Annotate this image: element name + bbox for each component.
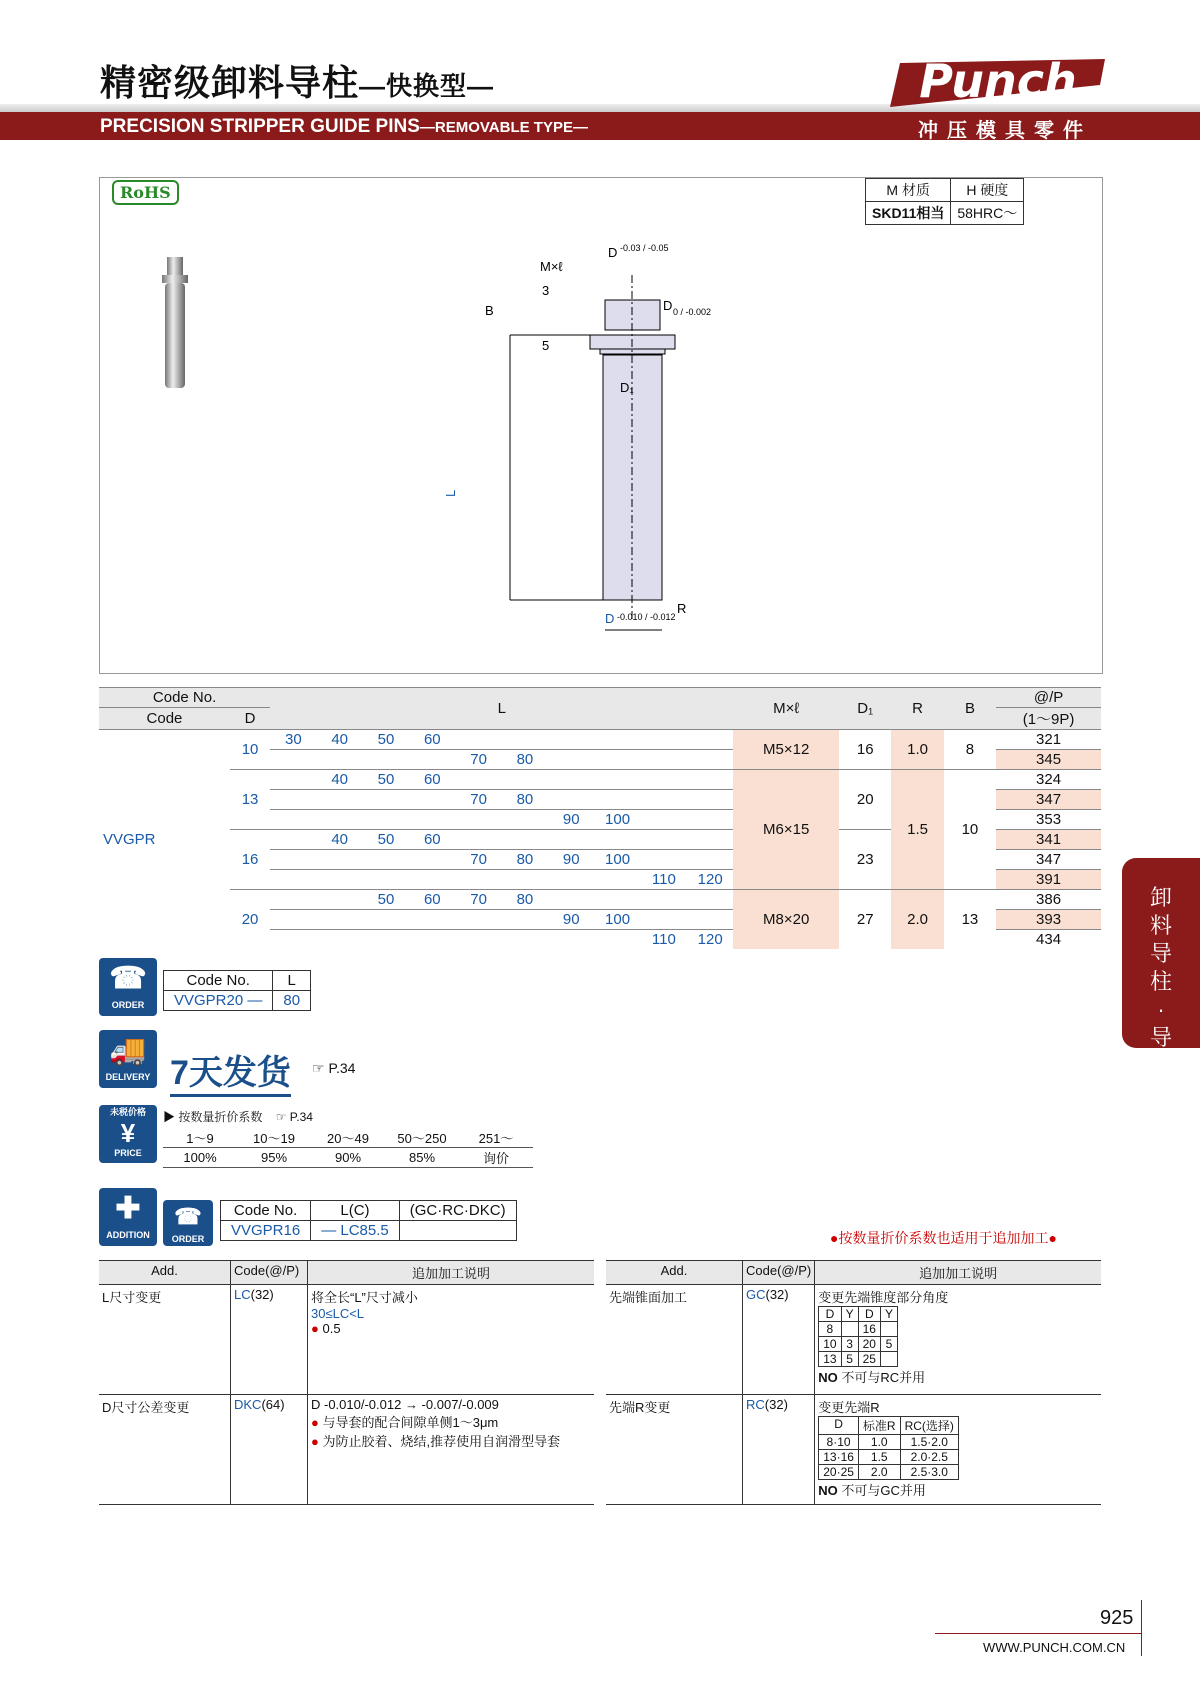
l-cell [641,890,687,910]
l-cell [687,770,733,790]
header-price-qty: (1～9P) [996,708,1101,730]
l-cell [548,730,594,750]
l-cell: 60 [409,770,455,790]
l-cell [317,790,363,810]
order-example: Code No. L VVGPR20 — 80 [163,970,311,1011]
sub-cell: 25 [858,1352,880,1367]
l-cell [641,850,687,870]
header-l: L [270,688,733,730]
price-cell: 347 [996,790,1101,810]
qty-cell: 251～ [459,1128,533,1148]
l-cell: 60 [409,890,455,910]
spec-table [99,687,1101,949]
sub-cell: Y [841,1307,858,1322]
d-cell: 13 [230,770,270,830]
price-label: ▶ 按数量折价系数 ☞ P.34 [163,1110,313,1124]
l-cell: 70 [455,890,501,910]
l-cell [687,890,733,910]
price-table [163,1128,533,1168]
l-cell [317,890,363,910]
l-cell: 80 [502,750,548,770]
sub-cell: 13·16 [819,1450,859,1465]
rate-cell: 90% [311,1148,385,1168]
l-cell [687,910,733,930]
hardness-value: 58HRC～ [951,202,1024,225]
l-cell [270,930,316,950]
d1-label: D₁ [620,380,634,395]
l-cell [687,850,733,870]
l-cell: 80 [502,790,548,810]
price-cell: 434 [996,930,1101,950]
l-cell [363,850,409,870]
addition-table-right: Add. Code(@/P) 追加加工说明 先端锥面加工 GC(32) 变更先端锥度部分角度 D Y D Y 8 16 10 3 20 5 13 5 25 NO 不可与RC并用 先端R变更 RC(32) 变更先端R D 标准R RC(选择) 8·10 1.0 1.5·2.0 13·16 1.5 2.0·2.5 20·25 2.0 2.5·3.0 NO 不可与GC并用 [606,1260,1101,1505]
l-cell: 90 [548,850,594,870]
l-cell [270,790,316,810]
delivery-ref: ☞ P.34 [312,1060,356,1076]
b-cell: 13 [944,890,996,950]
qty-cell: 50～250 [385,1128,459,1148]
sub-cell [880,1352,897,1367]
price-cell: 341 [996,830,1101,850]
sub-cell: D [819,1307,841,1322]
l-cell: 120 [687,930,733,950]
price-cell: 353 [996,810,1101,830]
l-cell [594,830,640,850]
l-cell [502,830,548,850]
l-cell: 100 [594,810,640,830]
l-cell: 50 [363,770,409,790]
l-cell [409,750,455,770]
d1-cell: 27 [839,890,891,950]
d1-cell: 16 [839,730,891,770]
l-cell: 50 [363,830,409,850]
l-cell [363,810,409,830]
sub-cell: 13 [819,1352,841,1367]
sub-cell: 2.5·3.0 [900,1465,958,1480]
l-cell [641,790,687,810]
l-cell [641,770,687,790]
l-cell: 110 [641,870,687,890]
l-cell [548,750,594,770]
d-cell: 10 [230,730,270,770]
l-cell [641,830,687,850]
header-price: @/P [996,688,1101,708]
footer-url: WWW.PUNCH.COM.CN [983,1640,1126,1655]
sub-cell: 8 [819,1322,841,1337]
logo-subtitle: 冲压模具零件 [918,120,1092,142]
sub-cell: 3 [841,1337,858,1352]
r-cell: 1.0 [891,730,943,770]
l-cell [548,890,594,910]
l-cell [363,870,409,890]
l-cell [687,810,733,830]
header-b: B [944,688,996,730]
footer-vrule [1141,1600,1142,1656]
l-cell [270,750,316,770]
addition-table-left: Add. Code(@/P) 追加加工说明 L尺寸变更 LC(32) 将全长“L”尺寸减小 30≤LC<L ● 0.5 D尺寸公差变更 DKC(64) D -0.010/-0.012 → -0.007/-0.009 ● 与导套的配合间隙单侧1～3μm ● 为防止胶着、烧结,推荐使用自润滑型导套 [99,1260,594,1505]
price-cell: 386 [996,890,1101,910]
material-value: SKD11相当 [866,202,951,225]
qty-cell: 1～9 [163,1128,237,1148]
dim-3: 3 [542,283,550,298]
l-cell [502,730,548,750]
d1-cell: 23 [839,830,891,890]
sub-cell: RC(选择) [900,1417,958,1435]
l-cell [687,790,733,810]
material-header: M 材质 [866,179,951,202]
sub-cell: Y [880,1307,897,1322]
l-cell [687,730,733,750]
l-cell [455,870,501,890]
l-cell [317,750,363,770]
delivery-icon: 🚚 DELIVERY [99,1030,157,1088]
l-cell [270,770,316,790]
l-cell [270,910,316,930]
l-cell [317,850,363,870]
sub-cell [880,1322,897,1337]
hardness-header: H 硬度 [951,179,1024,202]
d-mid-label: D [663,298,673,313]
header-r: R [891,688,943,730]
l-cell [687,830,733,850]
header-d1: D₁ [839,688,891,730]
l-cell [641,730,687,750]
mxl-label: M×ℓ [540,259,563,274]
header-d: D [230,708,270,730]
l-cell [363,910,409,930]
l-cell [455,810,501,830]
rc-table [818,1416,959,1480]
l-cell [687,750,733,770]
l-cell [594,750,640,770]
l-cell [409,870,455,890]
sub-cell: 20·25 [819,1465,859,1480]
page-title-en: PRECISION STRIPPER GUIDE PINS—REMOVABLE TYPE— [100,116,588,137]
sub-cell: 1.0 [858,1435,900,1450]
dim-5: 5 [542,338,550,353]
qty-cell: 20～49 [311,1128,385,1148]
l-cell: 70 [455,850,501,870]
rate-cell: 100% [163,1148,237,1168]
l-cell: 60 [409,730,455,750]
l-cell [594,870,640,890]
l-cell [270,810,316,830]
sub-cell [841,1322,858,1337]
l-cell [409,930,455,950]
l-cell: 40 [317,830,363,850]
l-cell [455,910,501,930]
l-cell: 100 [594,910,640,930]
l-cell [409,850,455,870]
header-mxl: M×ℓ [733,688,839,730]
price-cell: 393 [996,910,1101,930]
d-bottom-label: D [605,611,615,626]
sub-cell: 2.0 [858,1465,900,1480]
rc-name: 先端R变更 [609,1400,671,1415]
l-cell: 50 [363,730,409,750]
l-cell [502,870,548,890]
dim-l-label: L [443,489,458,497]
footer-rule [935,1633,1141,1634]
l-cell [363,930,409,950]
l-cell [548,870,594,890]
l-cell [317,930,363,950]
l-cell [548,790,594,810]
rohs-badge: RoHS [112,180,179,205]
sub-cell: 8·10 [819,1435,859,1450]
l-cell [594,930,640,950]
addition-order-icon: ☎ ORDER [163,1200,213,1246]
d-bottom-tol: -0.010 / -0.012 [617,612,676,622]
l-cell [502,930,548,950]
technical-drawing [443,235,740,635]
rate-cell: 95% [237,1148,311,1168]
l-cell: 110 [641,930,687,950]
d-mid-tol: 0 / -0.002 [673,307,712,317]
page-number: 925 [1100,1607,1134,1629]
r-cell: 1.5 [891,770,943,890]
mxl-cell: M5×12 [733,730,839,770]
d-cell: 16 [230,830,270,890]
l-cell [363,750,409,770]
punch-logo [880,55,1110,115]
d-top-tol: -0.03 / -0.05 [620,243,669,253]
l-cell: 50 [363,890,409,910]
l-cell: 80 [502,850,548,870]
dim-b-label: B [485,303,494,318]
l-cell: 90 [548,910,594,930]
sub-cell: 1.5·2.0 [900,1435,958,1450]
l-cell: 30 [270,730,316,750]
sub-cell: 20 [858,1337,880,1352]
l-cell [270,870,316,890]
l-cell [270,890,316,910]
price-cell: 324 [996,770,1101,790]
page-title: 精密级卸料导柱—快换型— [100,62,495,103]
l-cell [317,910,363,930]
qty-cell: 10～19 [237,1128,311,1148]
l-cell: 90 [548,810,594,830]
sub-cell: 5 [880,1337,897,1352]
l-cell [594,890,640,910]
l-cell [455,730,501,750]
l-cell [548,830,594,850]
gc-name: 先端锥面加工 [609,1290,688,1305]
l-cell: 60 [409,830,455,850]
l-cell [270,850,316,870]
l-cell: 80 [502,890,548,910]
l-cell [270,830,316,850]
l-cell [594,770,640,790]
l-cell [409,790,455,810]
addition-example: Code No. L(C) (GC·RC·DKC) VVGPR16 — LC85.5 [220,1200,517,1241]
delivery-text: 7天发货 [170,1045,291,1097]
header-code: Code [99,708,230,730]
l-cell: 40 [317,770,363,790]
l-cell [455,930,501,950]
d1-cell: 20 [839,770,891,830]
price-cell: 347 [996,850,1101,870]
dkc-name: D尺寸公差变更 [102,1400,190,1415]
b-cell: 8 [944,730,996,770]
sub-cell: 1.5 [858,1450,900,1465]
l-cell [455,830,501,850]
r-cell: 2.0 [891,890,943,950]
l-cell [502,810,548,830]
order-icon: ☎ ORDER [99,958,157,1016]
l-cell [409,810,455,830]
svg-text:Punch: Punch [919,54,1077,108]
header-codeno: Code No. [99,688,270,708]
l-cell [409,910,455,930]
addition-icon: ✚ ADDITION [99,1188,157,1246]
l-cell [548,930,594,950]
l-cell [641,810,687,830]
l-cell [641,750,687,770]
l-cell [594,730,640,750]
rate-cell: 询价 [459,1148,533,1168]
mxl-cell: M8×20 [733,890,839,950]
sub-cell: D [819,1417,859,1435]
b-cell: 10 [944,770,996,890]
lc-name: L尺寸变更 [102,1290,162,1305]
l-cell [502,910,548,930]
l-cell [317,870,363,890]
l-cell: 70 [455,790,501,810]
l-cell: 70 [455,750,501,770]
l-cell [641,910,687,930]
sub-cell: 2.0·2.5 [900,1450,958,1465]
price-cell: 345 [996,750,1101,770]
code-cell: VVGPR [99,730,230,950]
sub-cell: 10 [819,1337,841,1352]
price-cell: 321 [996,730,1101,750]
l-cell: 100 [594,850,640,870]
sub-cell: D [858,1307,880,1322]
l-cell [363,790,409,810]
l-cell: 40 [317,730,363,750]
price-cell: 391 [996,870,1101,890]
sub-cell: 5 [841,1352,858,1367]
mxl-cell: M6×15 [733,770,839,890]
sub-cell: 标准R [858,1417,900,1435]
product-photo [155,255,200,390]
l-cell: 120 [687,870,733,890]
r-label: R [677,601,687,616]
sub-cell: 16 [858,1322,880,1337]
material-table [865,178,1024,225]
d-top-label: D [608,245,618,260]
rate-cell: 85% [385,1148,459,1168]
l-cell [594,790,640,810]
gc-table [818,1306,898,1367]
d-cell: 20 [230,890,270,950]
l-cell [317,810,363,830]
l-cell [502,770,548,790]
section-tab: 卸料导柱·导套 [1122,858,1200,1048]
l-cell [455,770,501,790]
addition-note: ●按数量折价系数也适用于追加加工● [830,1230,1057,1246]
price-icon: 未税价格 ¥ PRICE [99,1105,157,1163]
l-cell [548,770,594,790]
